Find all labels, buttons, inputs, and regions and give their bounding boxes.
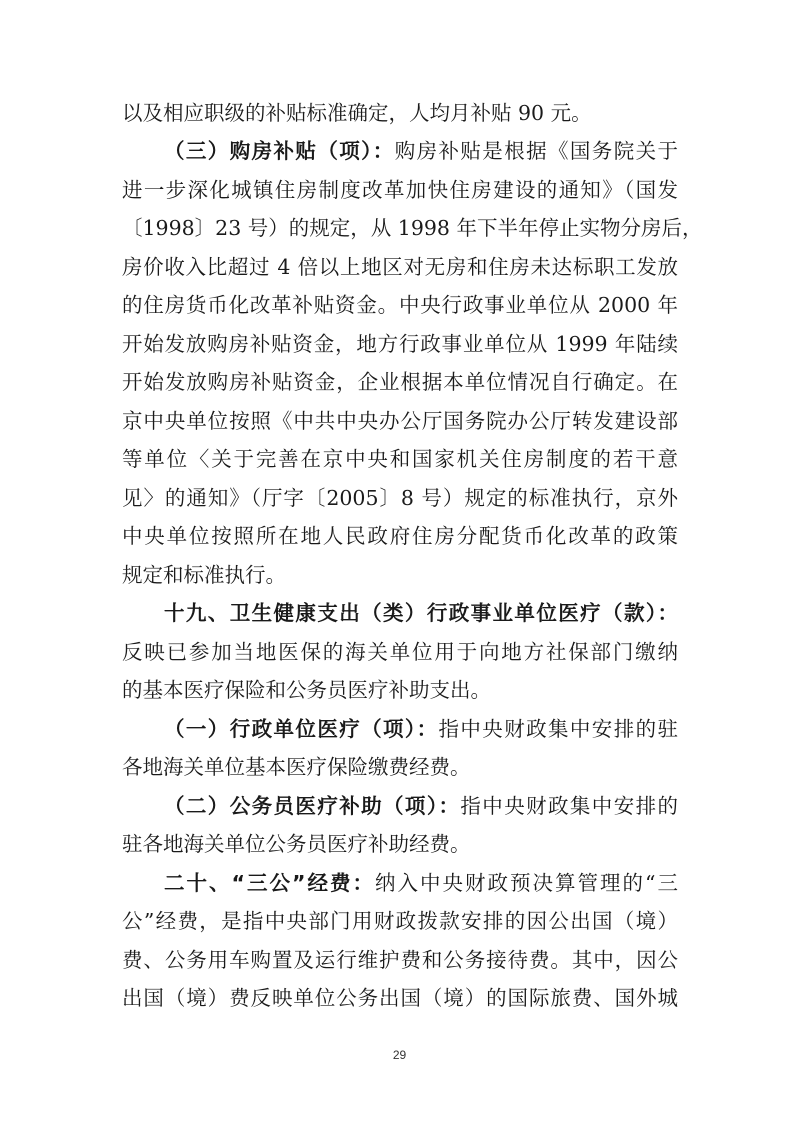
text-line: 开始发放购房补贴资金，地方行政事业单位从 1999 年陆续 [122, 332, 678, 356]
section-heading-line: （一）行政单位医疗（项）：指中央财政集中安排的驻 [164, 717, 679, 741]
text-line: 的住房货币化改革补贴资金。中央行政事业单位从 2000 年 [122, 293, 678, 317]
section-heading-line: 十九、卫生健康支出（类）行政事业单位医疗（款）： [164, 601, 678, 625]
text-line: 反映已参加当地医保的海关单位用于向地方社保部门缴纳 [122, 640, 678, 664]
text-line: 进一步深化城镇住房制度改革加快住房建设的通知》（国发 [122, 178, 678, 202]
section-heading-line: （三）购房补贴（项）：购房补贴是根据《国务院关于 [164, 139, 679, 163]
text-line: 房价收入比超过 4 倍以上地区对无房和住房未达标职工发放 [122, 255, 678, 279]
text-line: 公”经费，是指中央部门用财政拨款安排的因公出国（境） [122, 909, 678, 933]
text-line: 京中央单位按照《中共中央办公厅国务院办公厅转发建设部 [122, 409, 678, 433]
text-line: 规定和标准执行。 [122, 563, 286, 587]
text-line: 中央单位按照所在地人民政府住房分配货币化改革的政策 [122, 524, 678, 548]
page-number: 29 [392, 1048, 407, 1062]
text-line: 各地海关单位基本医疗保险缴费经费。 [122, 755, 471, 779]
text-line: 〔1998〕23 号）的规定，从 1998 年下半年停止实物分房后， [122, 216, 703, 240]
text-line: 开始发放购房补贴资金，企业根据本单位情况自行确定。在 [122, 370, 678, 394]
text-line: 的基本医疗保险和公务员医疗补助支出。 [122, 678, 491, 702]
section-heading-line: （二）公务员医疗补助（项）：指中央财政集中安排的 [164, 794, 679, 818]
text-line: 驻各地海关单位公务员医疗补助经费。 [122, 832, 471, 856]
text-line: 费、公务用车购置及运行维护费和公务接待费。其中，因公 [122, 948, 678, 972]
text-line: 出国（境）费反映单位公务出国（境）的国际旅费、国外城 [122, 986, 678, 1010]
section-heading-line: 二十、“三公”经费：纳入中央财政预决算管理的“三 [164, 871, 678, 895]
text-line: 以及相应职级的补贴标准确定，人均月补贴 90 元。 [122, 101, 592, 125]
text-line: 等单位〈关于完善在京中央和国家机关住房制度的若干意 [122, 447, 678, 471]
text-line: 见〉的通知》（厅字〔2005〕8 号）规定的标准执行，京外 [122, 486, 678, 510]
